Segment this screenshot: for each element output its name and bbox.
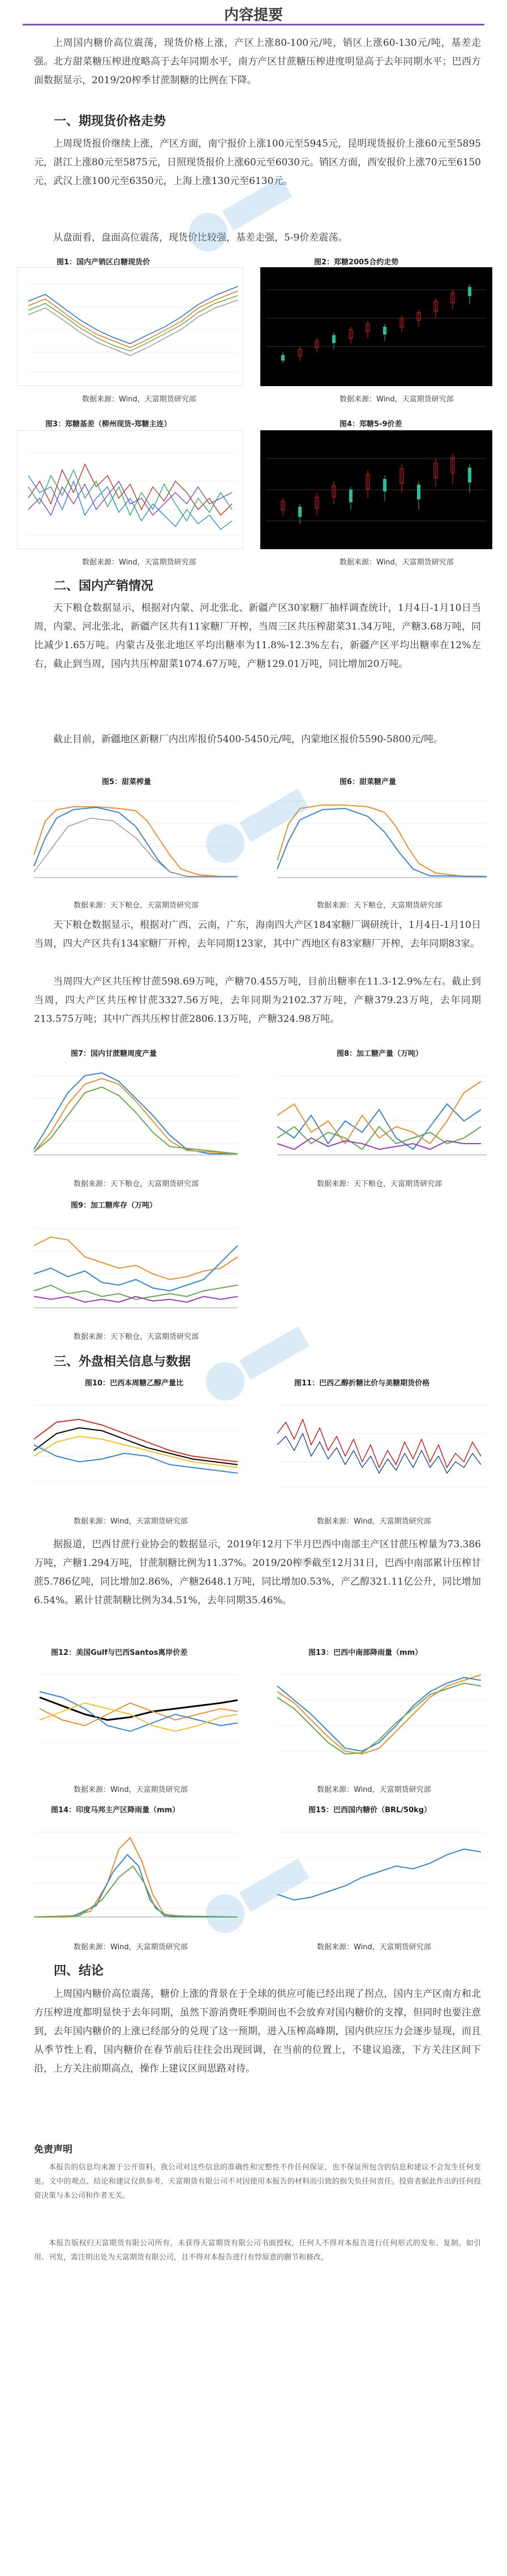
disclaimer-title: 免责声明 — [34, 2144, 72, 2155]
figure-2-source: 数据来源：Wind，天富期货研究部 — [340, 395, 454, 404]
header-divider — [23, 24, 484, 25]
figure-1-chart — [17, 267, 243, 386]
figure-4-source: 数据来源：Wind，天富期货研究部 — [340, 558, 454, 567]
figure-15-source: 数据来源：Wind，天富期货研究部 — [317, 1943, 431, 1952]
figure-13-chart — [260, 1658, 492, 1777]
figure-5-source: 数据来源：天下粮仓，天富期货研究部 — [74, 901, 199, 910]
figure-7-chart — [17, 1059, 243, 1172]
section-2-paragraph-4: 当周四大产区共压榨甘蔗598.69万吨，产糖70.455万吨，目前出糖率在11.3-12.9%左右。截止到当周，四大产区共压榨甘蔗3327.56万吨，去年同期为2102.37万吨，产糖379.23万吨，去年同期213.575万吨；其中广西共压榨甘蔗2806.13万吨，产糖324.98万吨。 — [34, 976, 481, 1025]
section-4-title: 四、结论 — [54, 1963, 104, 1978]
figure-9-caption: 图9：加工糖库存（万吨） — [71, 1201, 157, 1210]
figure-14-source: 数据来源：Wind，天富期货研究部 — [74, 1943, 188, 1952]
section-4-paragraph-1: 上周国内糖价高位震荡，糖价上涨的背景在于全球的供应可能已经出现了拐点，国内主产区南方和北方压榨进度都明显快于去年同期，虽然下游消费旺季期间也不会放弃对国内糖价的支撑，但同时也要注意到，去年国内糖价的上涨已经部分的兑现了这一预期，进入压榨高峰期，国内供应压力会逐步显现，而且从季节性上看，国内糖价在春节前后往往会出现回调，在当前的位置上，不建议追涨，下方关注区间下沿，上方关注前期高点，操作上建议区间思路对待。 — [34, 1988, 481, 2074]
figure-10-source: 数据来源：Wind，天富期货研究部 — [74, 1517, 188, 1526]
figure-2-caption: 图2：郑糖2005合约走势 — [314, 258, 399, 267]
figure-4-chart — [260, 430, 492, 549]
figure-11-caption: 图11：巴西乙醇折糖比价与美糖期货价格 — [294, 1379, 430, 1388]
figure-5-chart — [17, 787, 243, 895]
section-2-paragraph-3: 天下粮仓数据显示，根据对广西、云南，广东，海南四大产区184家糖厂调研统计，1月4日-1月10日当周，四大产区共有134家糖厂开榨，去年同期123家，其中广西地区有83家糖厂开榨，去年同期83家。 — [34, 919, 481, 949]
section-3-title: 三、外盘相关信息与数据 — [54, 1354, 191, 1369]
figure-8-caption: 图8：加工糖产量（万吨） — [337, 1050, 423, 1058]
figure-6-chart — [260, 787, 492, 895]
figure-1-source: 数据来源：Wind，天富期货研究部 — [82, 395, 196, 404]
figure-7-source: 数据来源：天下粮仓，天富期货研究部 — [74, 1180, 199, 1188]
figure-15-chart — [260, 1815, 492, 1934]
disclaimer-paragraph-2: 本报告版权归天富期货有限公司所有，未获得天富期货有限公司书面授权，任何人不得对本报告进行任何形式的发布、复制。如引用、刊发，需注明出处为天富期货有限公司，且不得对本报告进行有悖原意的删节和修改。 — [34, 2239, 481, 2262]
figure-12-source: 数据来源：Wind，天富期货研究部 — [74, 1786, 188, 1794]
figure-13-source: 数据来源：Wind，天富期货研究部 — [317, 1786, 431, 1794]
figure-8-chart — [260, 1059, 492, 1172]
figure-14-chart — [17, 1815, 243, 1934]
figure-6-caption: 图6：甜菜糖产量 — [340, 778, 397, 786]
figure-10-chart — [17, 1388, 243, 1507]
section-2-title: 二、国内产销情况 — [54, 579, 154, 593]
disclaimer-paragraph-1: 本报告的信息均来源于公开资料，我公司对这些信息的准确性和完整性不作任何保证，也不保证所包含的信息和建议不会发生任何变更。文中的观点、结论和建议仅供参考，天富期货有限公司不对因使用本报告的材料而引致的损失负任何责任。投资者据此作出的任何投资决策与本公司和作者无关。 — [34, 2163, 481, 2200]
section-2-paragraph-2: 截止目前，新疆地区新糖厂内出库报价5400-5450元/吨，内蒙地区报价5590-5800元/吨。 — [53, 734, 443, 745]
figure-1-caption: 图1：国内产销区白糖现货价 — [57, 258, 151, 267]
figure-9-chart — [17, 1212, 243, 1325]
intro-paragraph: 上周国内糖价高位震荡，现货价格上涨，产区上涨80-100元/吨，销区上涨60-130元/吨，基差走强。北方甜菜糖压榨进度略高于去年同期水平，南方产区甘蔗糖压榨进度明显高于去年同期水平；巴西方面数据显示，2019/20榨季甘蔗制糖的比例在下降。 — [34, 37, 481, 86]
figure-8-source: 数据来源：天下粮仓，天富期货研究部 — [317, 1180, 442, 1188]
section-3-paragraph-1: 据报道，巴西甘蔗行业协会的数据显示，2019年12月下半月巴西中南部主产区甘蔗压榨量为73.386万吨，产糖1.294万吨，甘蔗制糖比例为11.37%。2019/20榨季截至12月31日，巴西中南部累计压榨甘蔗5.786亿吨，同比增加2.86%，产糖2648.1万吨，同比增加0.53%，产乙醇321.11亿公升，同比增加6.54%。累计甘蔗制糖比例为34.51%，去年同期35.46%。 — [34, 1539, 481, 1606]
section-1-paragraph-1: 上周现货报价继续上涨，产区方面，南宁报价上涨100元至5945元，昆明现货报价上涨60元至5895元，湛江上涨80元至5875元，日照现货报价上涨60元至6030元。销区方面，西安报价上涨70元至6150元，武汉上涨100元至6350元，上海上涨130元至6130元。 — [34, 138, 481, 187]
figure-7-caption: 图7：国内甘蔗糖周度产量 — [71, 1050, 157, 1058]
figure-11-chart — [260, 1388, 492, 1507]
figure-12-caption: 图12：美国Gulf与巴西Santos离岸价差 — [51, 1649, 188, 1657]
figure-15-caption: 图15：巴西国内糖价（BRL/50kg） — [308, 1806, 432, 1815]
figure-6-source: 数据来源：天下粮仓，天富期货研究部 — [317, 901, 442, 910]
figure-14-caption: 图14：印度马邦主产区降雨量（mm） — [51, 1806, 180, 1815]
figure-5-caption: 图5：甜菜榨量 — [102, 778, 152, 786]
page-header — [0, 0, 507, 27]
figure-3-caption: 图3：郑糖基差（柳州现货-郑糖主连） — [45, 420, 171, 429]
section-2-paragraph-1: 天下粮仓数据显示，根据对内蒙、河北张北、新疆产区30家糖厂抽样调查统计，1月4日-1月10日当周，内蒙、河北张北，新疆产区共有11家糖厂开榨，当周三区共压榨甜菜31.34万吨，产糖3.68万吨，同比减少1.65万吨。内蒙古及张北地区平均出糖率为11.8%-12.3%左右，新疆产区平均出糖率在12%左右，截止到当周，国内共压榨甜菜1074.67万吨，产糖129.01万吨，同比增加20万吨。 — [34, 602, 481, 670]
section-1-paragraph-2: 从盘面看，盘面高位震荡，现货价比较强，基差走强，5-9价差震荡。 — [53, 232, 348, 243]
figure-3-chart — [17, 430, 243, 549]
figure-10-caption: 图10：巴西本周糖乙醇产量比 — [85, 1379, 184, 1388]
page-title: 内容提要 — [224, 7, 283, 24]
figure-3-source: 数据来源：Wind，天富期货研究部 — [82, 558, 196, 567]
figure-13-caption: 图13：巴西中南部降雨量（mm） — [308, 1649, 423, 1657]
figure-12-chart — [17, 1658, 243, 1777]
section-1-title: 一、期现货价格走势 — [54, 114, 166, 129]
figure-11-source: 数据来源：Wind，天富期货研究部 — [317, 1517, 431, 1526]
figure-2-chart — [260, 267, 492, 386]
figure-9-source: 数据来源：天下粮仓，天富期货研究部 — [74, 1333, 199, 1341]
figure-4-caption: 图4：郑糖5-9价差 — [340, 420, 402, 429]
